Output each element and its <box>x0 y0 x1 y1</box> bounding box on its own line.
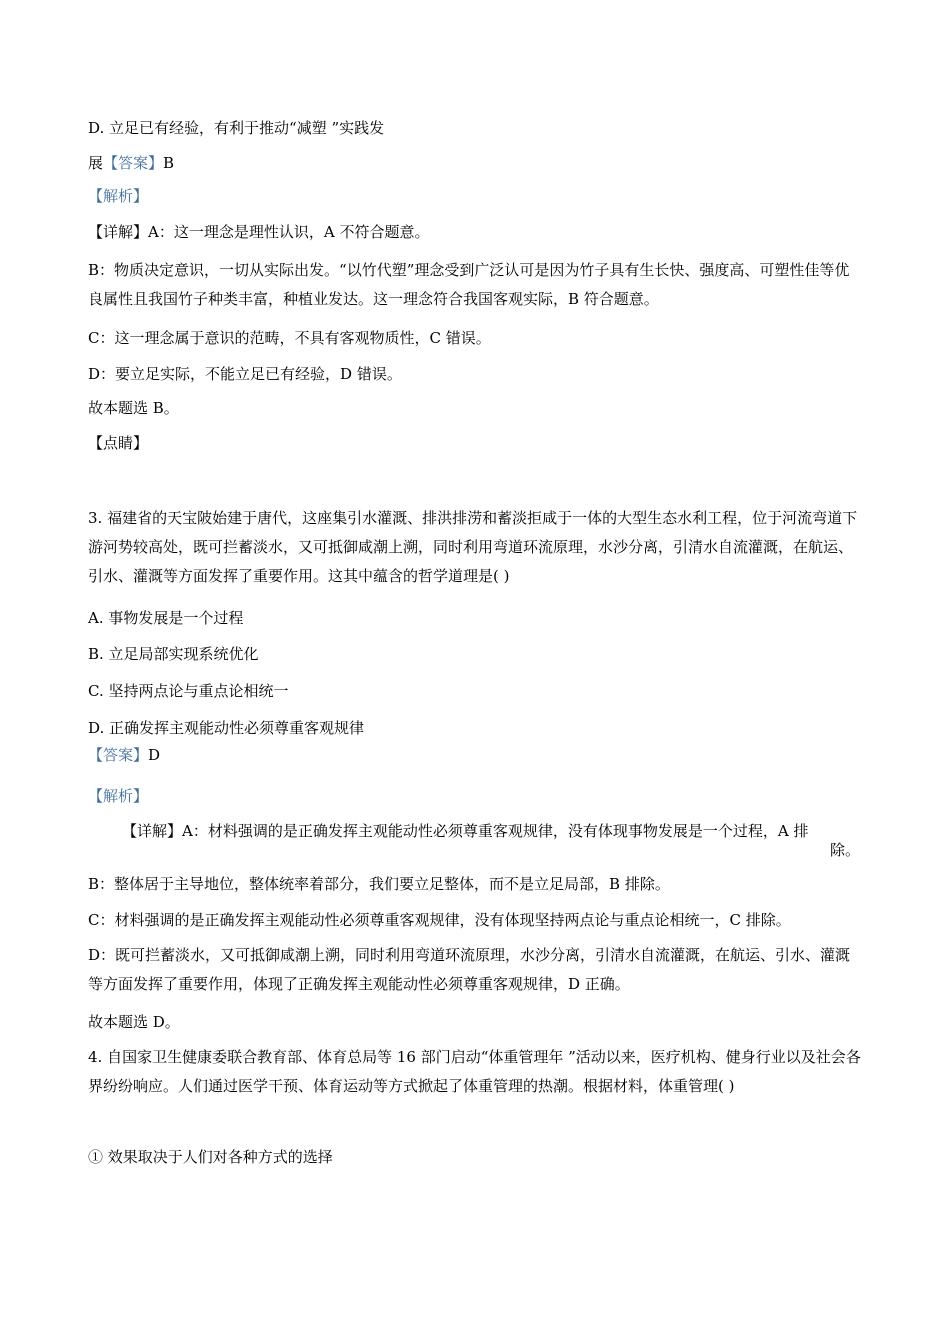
q2-detail-tag: 【详解】 <box>88 223 149 241</box>
q2-point-tag: 【点睛】 <box>88 434 149 452</box>
q3-option-d: D. 正确发挥主观能动性必须尊重客观规律 <box>88 719 365 737</box>
q2-detail-b: B：物质决定意识，一切从实际出发。“以竹代塑”理念受到广泛认可是因为竹子具有生长快、强度高、可塑性佳等优良属性且我国竹子种类丰富，种植业发达。这一理念符合我国客观实际，B 符合题意。 <box>88 261 850 308</box>
q3-answer-tag: 【答案】 <box>88 746 149 764</box>
q2-answer-value: B <box>163 154 175 172</box>
q2-option-d-tail: 展 <box>88 154 104 172</box>
q3-option-b: B. 立足局部实现系统优化 <box>88 645 259 663</box>
q4-item-1: ① 效果取决于人们对各种方式的选择 <box>88 1148 333 1166</box>
q2-detail-a <box>88 222 429 242</box>
q2-detail-d: D：要立足实际，不能立足已有经验，D 错误。 <box>88 365 402 383</box>
q3-detail-d: D：既可拦蓄淡水，又可抵御咸潮上溯，同时利用弯道环流原理，水沙分离，引清水自流灌溉，在航运、引水、灌溉等方面发挥了重要作用，体现了正确发挥主观能动性必须尊重客观规律，D 正确。 <box>88 946 851 993</box>
q2-answer-tag: 【答案】 <box>103 154 164 172</box>
q2-detail-a-text: A：这一理念是理性认识，A 不符合题意。 <box>148 223 430 241</box>
q2-detail-c: C：这一理念属于意识的范畴，不具有客观物质性，C 错误。 <box>88 329 491 347</box>
q3-option-c: C. 坚持两点论与重点论相统一 <box>88 682 289 700</box>
q2-option-d: D. 立足已有经验，有利于推动“减塑 ”实践发 <box>88 119 385 137</box>
q3-option-a: A. 事物发展是一个过程 <box>88 609 244 627</box>
q3-analysis-tag: 【解析】 <box>88 787 149 805</box>
q3-detail-a-text: A：材料强调的是正确发挥主观能动性必须尊重客观规律，没有体现事物发展是一个过程，A 排 <box>182 822 809 840</box>
q2-analysis-tag: 【解析】 <box>88 187 149 205</box>
q2-answer-line <box>88 153 174 173</box>
q3-detail-tag: 【详解】 <box>122 822 183 840</box>
q4-stem: 4. 自国家卫生健康委联合教育部、体育总局等 16 部门启动“体重管理年 ”活动以来，医疗机构、健身行业以及社会各界纷纷响应。人们通过医学干预、体育运动等方式掀起了体重管理的热潮。根据材料，体重管理( ) <box>88 1048 861 1095</box>
q3-detail-c: C：材料强调的是正确发挥主观能动性必须尊重客观规律，没有体现坚持两点论与重点论相统一，C 排除。 <box>88 911 791 929</box>
q3-answer-value: D <box>148 746 161 764</box>
q3-detail-a-tail: 除。 <box>829 841 860 859</box>
q3-stem: 3. 福建省的天宝陂始建于唐代，这座集引水灌溉、排洪排涝和蓄淡拒咸于一体的大型生态水利工程，位于河流弯道下游河势较高处，既可拦蓄淡水，又可抵御咸潮上溯，同时利用弯道环流原理，水沙分离，引清水自流灌溉，在航运、引水、灌溉等方面发挥了重要作用。这其中蕴含的哲学道理是( ) <box>88 509 858 585</box>
q3-detail-a <box>122 821 808 841</box>
q3-detail-b: B：整体居于主导地位，整体统率着部分，我们要立足整体，而不是立足局部，B 排除。 <box>88 875 670 893</box>
q3-conclusion: 故本题选 D。 <box>88 1013 180 1031</box>
q2-conclusion: 故本题选 B。 <box>88 399 179 417</box>
q3-answer-line <box>88 745 160 765</box>
